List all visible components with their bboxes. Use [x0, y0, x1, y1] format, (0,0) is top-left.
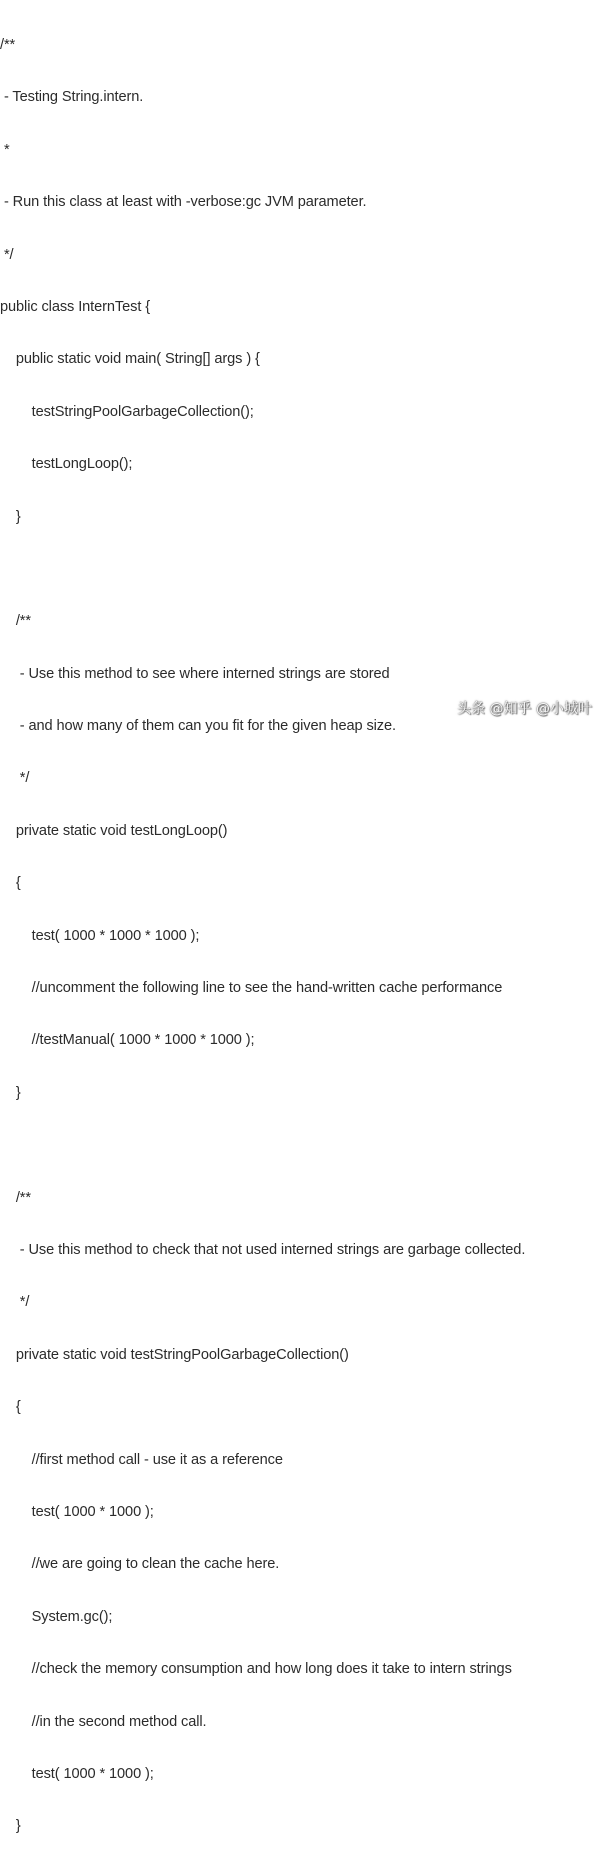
code-line: */: [0, 1294, 30, 1311]
watermark: 头条 @知乎 @小城叶: [457, 701, 592, 717]
code-line: test( 1000 * 1000 );: [0, 1765, 154, 1782]
code-line: public class InternTest {: [0, 298, 150, 315]
code-line: [0, 559, 600, 579]
code-line: [0, 1135, 600, 1155]
code-line: public static void main( String[] args ) {: [0, 351, 260, 368]
code-line: - Testing String.intern.: [0, 89, 144, 106]
code-listing: [0, 3, 600, 1853]
code-line: //in the second method call.: [0, 1713, 207, 1730]
code-line: }: [0, 1818, 21, 1835]
code-line: testStringPoolGarbageCollection();: [0, 403, 254, 420]
code-line: /**: [0, 613, 31, 630]
code-line: test( 1000 * 1000 );: [0, 1503, 154, 1520]
code-line: private static void testStringPoolGarbageCollection(): [0, 1346, 349, 1363]
code-line: test( 1000 * 1000 * 1000 );: [0, 927, 200, 944]
code-line: *: [0, 141, 10, 158]
code-line: - Use this method to check that not used interned strings are garbage collected.: [0, 1241, 526, 1258]
code-line: */: [0, 246, 14, 263]
code-line: }: [0, 508, 21, 525]
code-line: private static void testLongLoop(): [0, 822, 228, 839]
code-line: {: [0, 875, 21, 892]
code-line: //testManual( 1000 * 1000 * 1000 );: [0, 1032, 255, 1049]
code-line: testLongLoop();: [0, 456, 133, 473]
code-line: - Run this class at least with -verbose:gc JVM parameter.: [0, 194, 367, 211]
code-line: System.gc();: [0, 1608, 113, 1625]
code-line: //check the memory consumption and how long does it take to intern strings: [0, 1661, 512, 1678]
code-line: {: [0, 1399, 21, 1416]
code-line: /**: [0, 37, 16, 53]
code-line: - Use this method to see where interned strings are stored: [0, 665, 390, 682]
code-line: - and how many of them can you fit for the given heap size.: [0, 718, 396, 735]
code-line: //first method call - use it as a reference: [0, 1451, 283, 1468]
code-line: */: [0, 770, 30, 787]
code-line: //uncomment the following line to see the hand-written cache performance: [0, 980, 503, 997]
code-line: //we are going to clean the cache here.: [0, 1556, 280, 1573]
code-line: }: [0, 1084, 21, 1101]
code-line: /**: [0, 1189, 31, 1206]
